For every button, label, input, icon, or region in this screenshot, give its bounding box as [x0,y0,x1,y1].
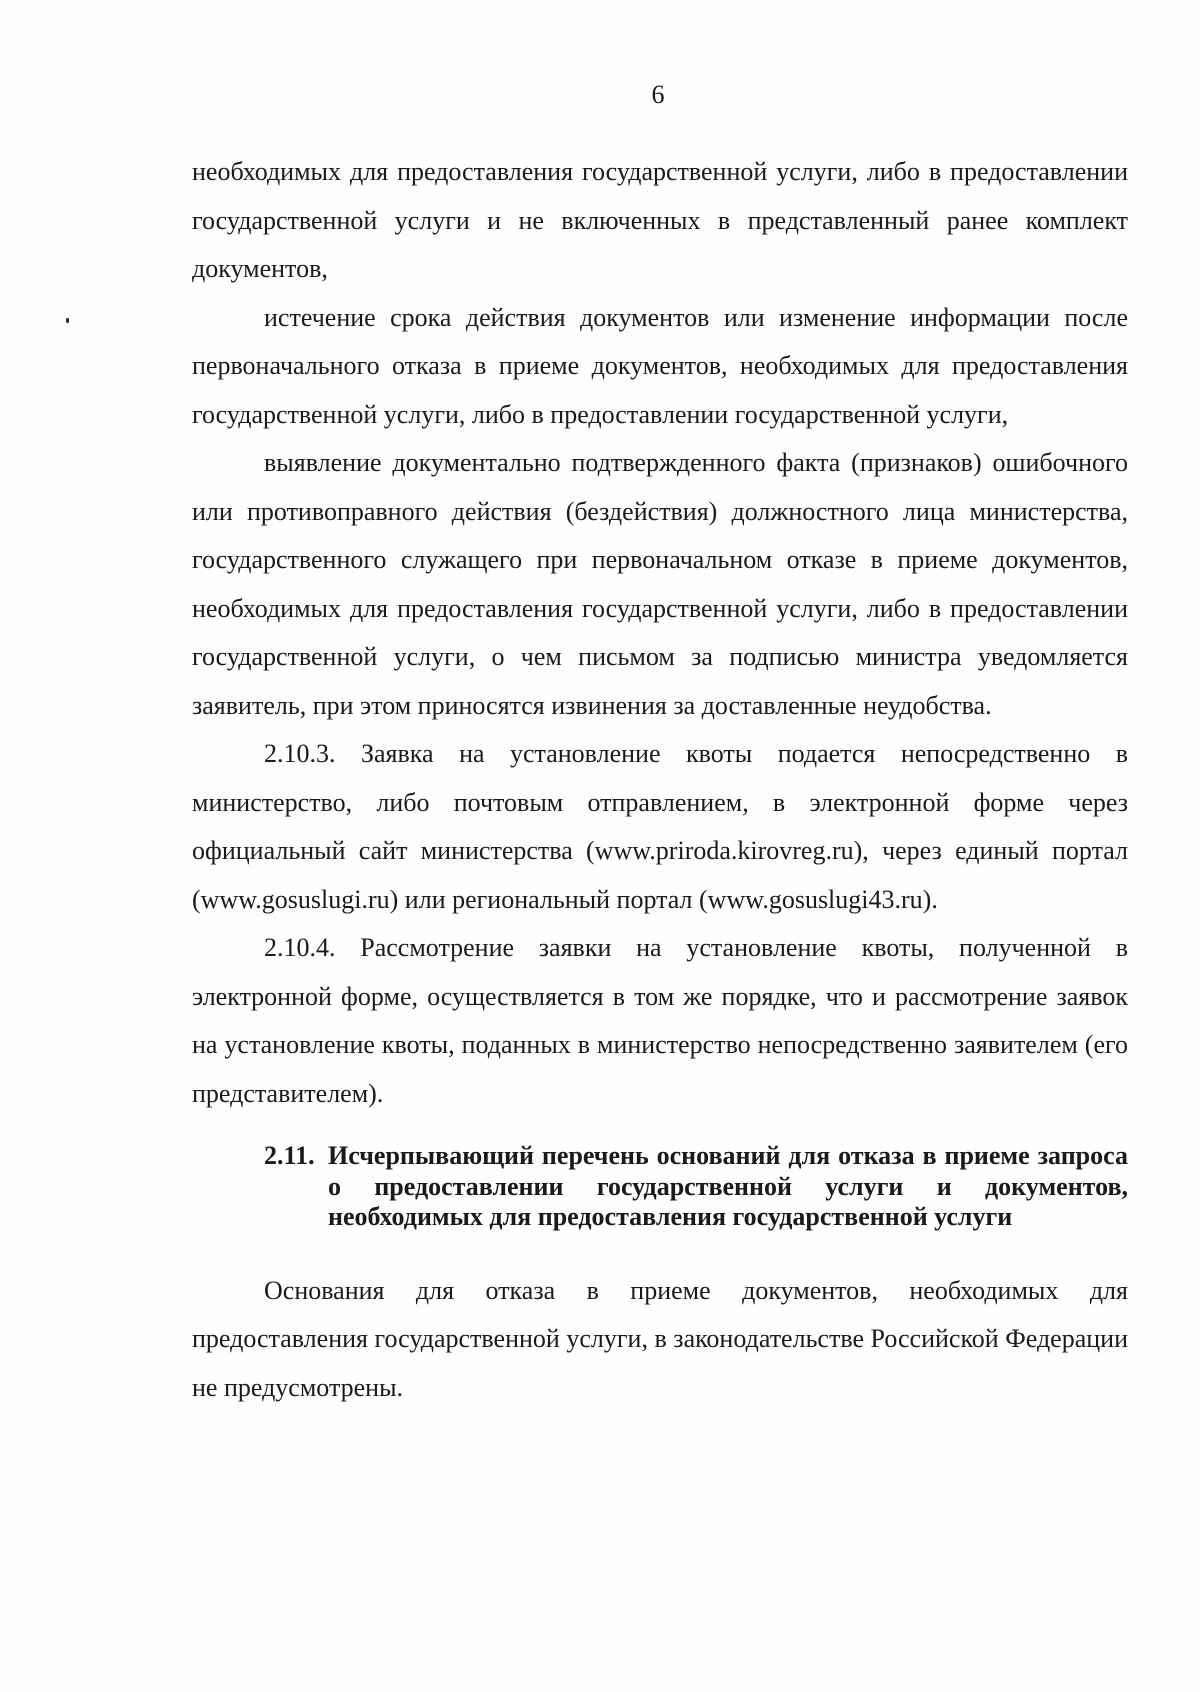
scan-speck [66,318,69,323]
document-body [192,148,1128,1412]
page-number: 6 [651,80,665,109]
paragraph-continued: необходимых для предоставления государственной услуги, либо в предоставлении государственной услуги и не включенных в представленный ранее комплект документов, [192,157,1128,283]
section-number: 2.11. [264,1141,315,1170]
paragraph-2-10-4: 2.10.4. Рассмотрение заявки на установление квоты, полученной в электронной форме, осуществляется в том же порядке, что и рассмотрение заявок на установление квоты, поданных в министерство непосредственно заявителем (его представителем). [192,933,1128,1108]
section-title: Исчерпывающий перечень оснований для отказа в приеме запроса о предоставлении государственной услуги и документов, необходимых для предоставления государственной услуги [328,1141,1128,1231]
paragraph-refusal-grounds: Основания для отказа в приеме документов, необходимых для предоставления государственной услуги, в законодательстве Российской Федерации не предусмотрены. [192,1275,1128,1402]
paragraph-2-10-3: 2.10.3. Заявка на установление квоты подается непосредственно в министерство, либо почтовым отправлением, в электронной форме через официальный сайт министерства (www.priroda.kirovreg.ru), через единый портал (www.gosuslugi.ru) или региональный портал (www.gosuslugi43.ru). [192,739,1128,914]
section-heading [192,1141,1128,1233]
paragraph-error-detected: выявление документально подтвержденного факта (признаков) ошибочного или противоправного действия (бездействия) должностного лица министерства, государственного служащего при первоначальном отказе в приеме документов, необходимых для предоставления государственной услуги, либо в предоставлении государственной услуги, о чем письмом за подписью министра уведомляется заявитель, при этом приносятся извинения за доставленные неудобства. [192,448,1128,720]
paragraph-expiry: истечение срока действия документов или изменение информации после первоначального отказа в приеме документов, необходимых для предоставления государственной услуги, либо в предоставлении государственной услуги, [192,302,1128,429]
